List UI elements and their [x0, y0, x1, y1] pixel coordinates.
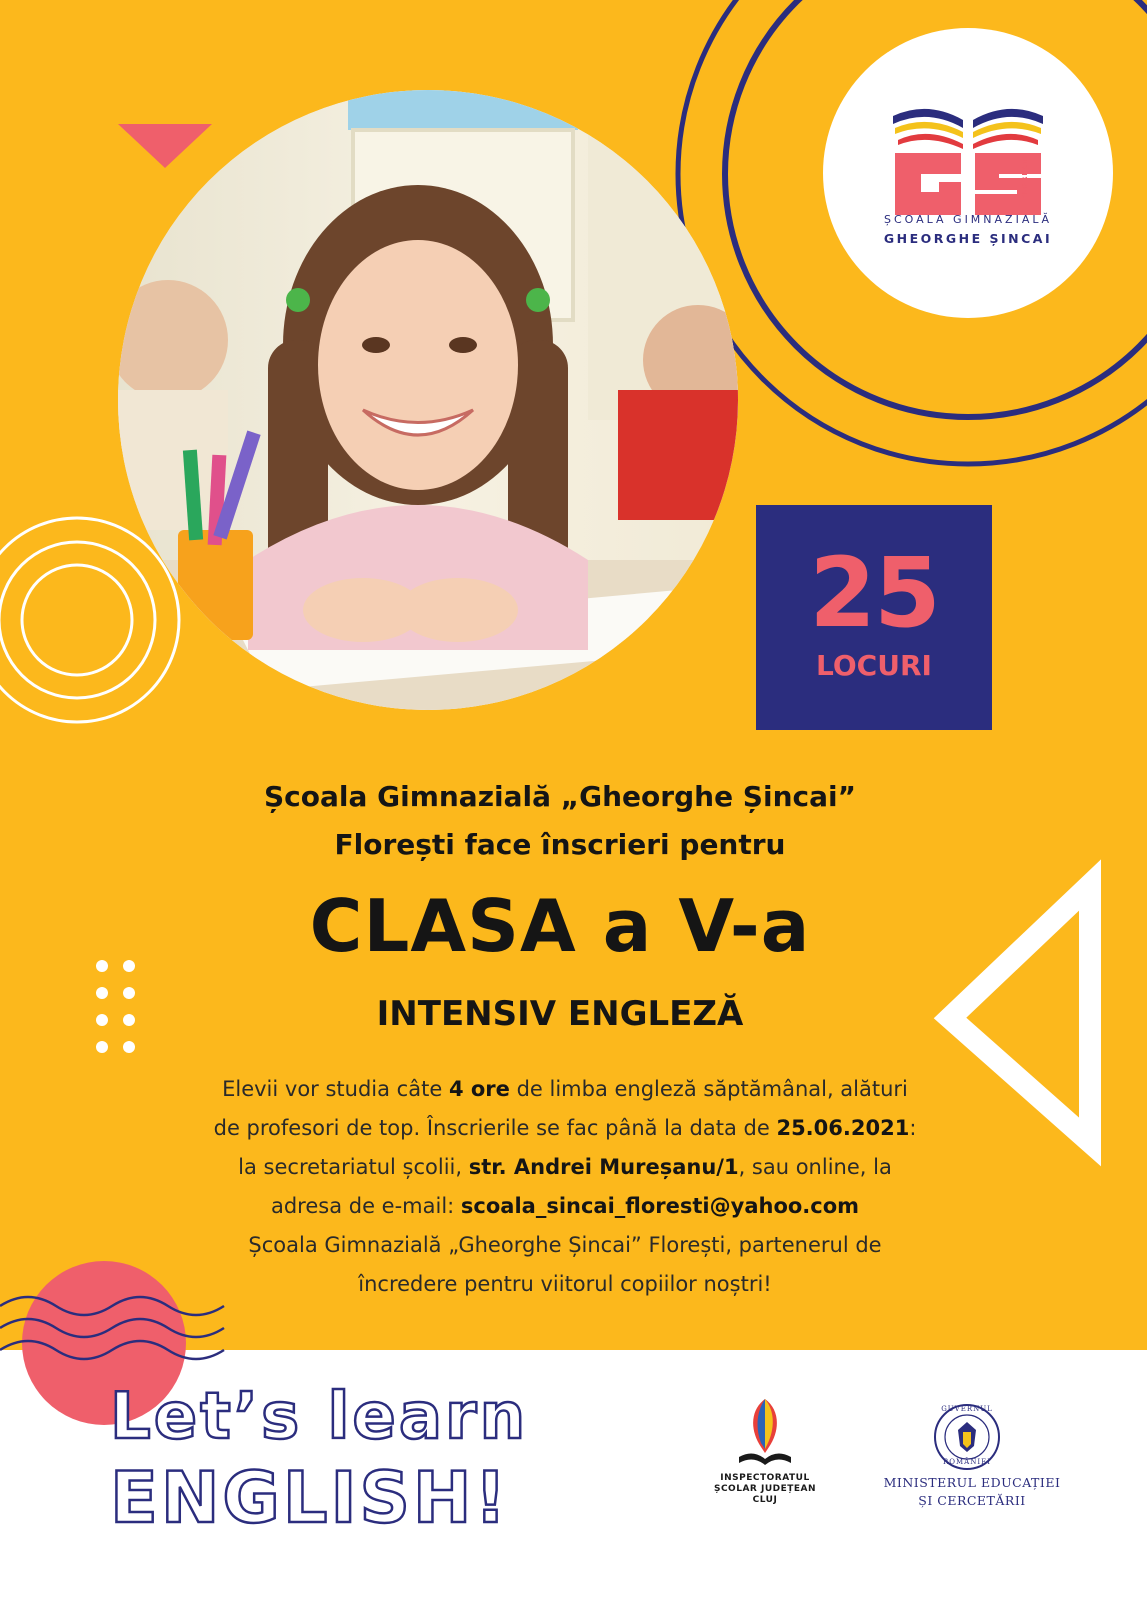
isj-logo-text: INSPECTORATUL ȘCOLAR JUDEȚEAN CLUJ — [713, 1473, 817, 1505]
body-line-4: adresa de e-mail: scoala_sincai_floresti@yahoo.com — [270, 1194, 860, 1218]
body-line-2: de profesori de top. Înscrierile se fac până la data de 25.06.2021: — [213, 1116, 917, 1140]
white-ring-1 — [0, 518, 179, 722]
body-paragraph — [140, 1070, 990, 1304]
seal-text-bottom: ROMÂNIEI — [943, 1458, 991, 1466]
subheadline: INTENSIV ENGLEZĂ — [376, 994, 744, 1034]
isj-pen-book-icon — [735, 1395, 795, 1473]
ministry-name: MINISTERUL EDUCAȚIEI ȘI CERCETĂRII — [883, 1475, 1061, 1508]
book-gs-icon — [823, 28, 1113, 318]
body-line-6: încredere pentru viitorul copiilor noștri! — [358, 1272, 772, 1296]
seal-text-top: GUVERNUL — [941, 1405, 993, 1413]
coral-triangle — [118, 124, 212, 168]
body-line-5: Școala Gimnazială „Gheorghe Șincai” Florești, partenerul de — [248, 1233, 882, 1257]
slogan-line-1: Let’s learn — [110, 1380, 529, 1454]
address-highlight: str. Andrei Mureșanu/1 — [468, 1155, 739, 1179]
seats-label: LOCURI — [816, 649, 932, 682]
student-illustration — [118, 90, 738, 710]
intro-line-1: Școala Gimnazială „Gheorghe Șincai” — [263, 780, 856, 813]
school-logo — [823, 28, 1113, 318]
email-address: scoala_sincai_floresti@yahoo.com — [460, 1194, 860, 1218]
seats-number: 25 — [809, 537, 939, 649]
deadline-date: 25.06.2021 — [776, 1116, 910, 1140]
white-ring-3 — [22, 565, 132, 675]
intro-line-2: Florești face înscrieri pentru — [334, 828, 786, 861]
seats-badge — [756, 505, 992, 730]
student-photo — [118, 90, 738, 710]
logo-school-name: GHEORGHE ȘINCAI — [883, 231, 1053, 246]
body-line-3: la secretariatul școlii, str. Andrei Mureșanu/1, sau online, la — [238, 1155, 892, 1179]
headline: CLASA a V-a — [309, 884, 811, 968]
intro-text — [80, 773, 1040, 869]
slogan-line-2: ENGLISH! — [110, 1457, 510, 1539]
body-line-1: Elevii vor studia câte 4 ore de limba engleză săptămânal, alături — [222, 1077, 908, 1101]
hours-highlight: 4 ore — [448, 1077, 510, 1101]
logo-town-tag: FLOREȘTI — [1021, 154, 1029, 200]
logo-school-type: ȘCOALA GIMNAZIALĂ — [883, 213, 1053, 226]
